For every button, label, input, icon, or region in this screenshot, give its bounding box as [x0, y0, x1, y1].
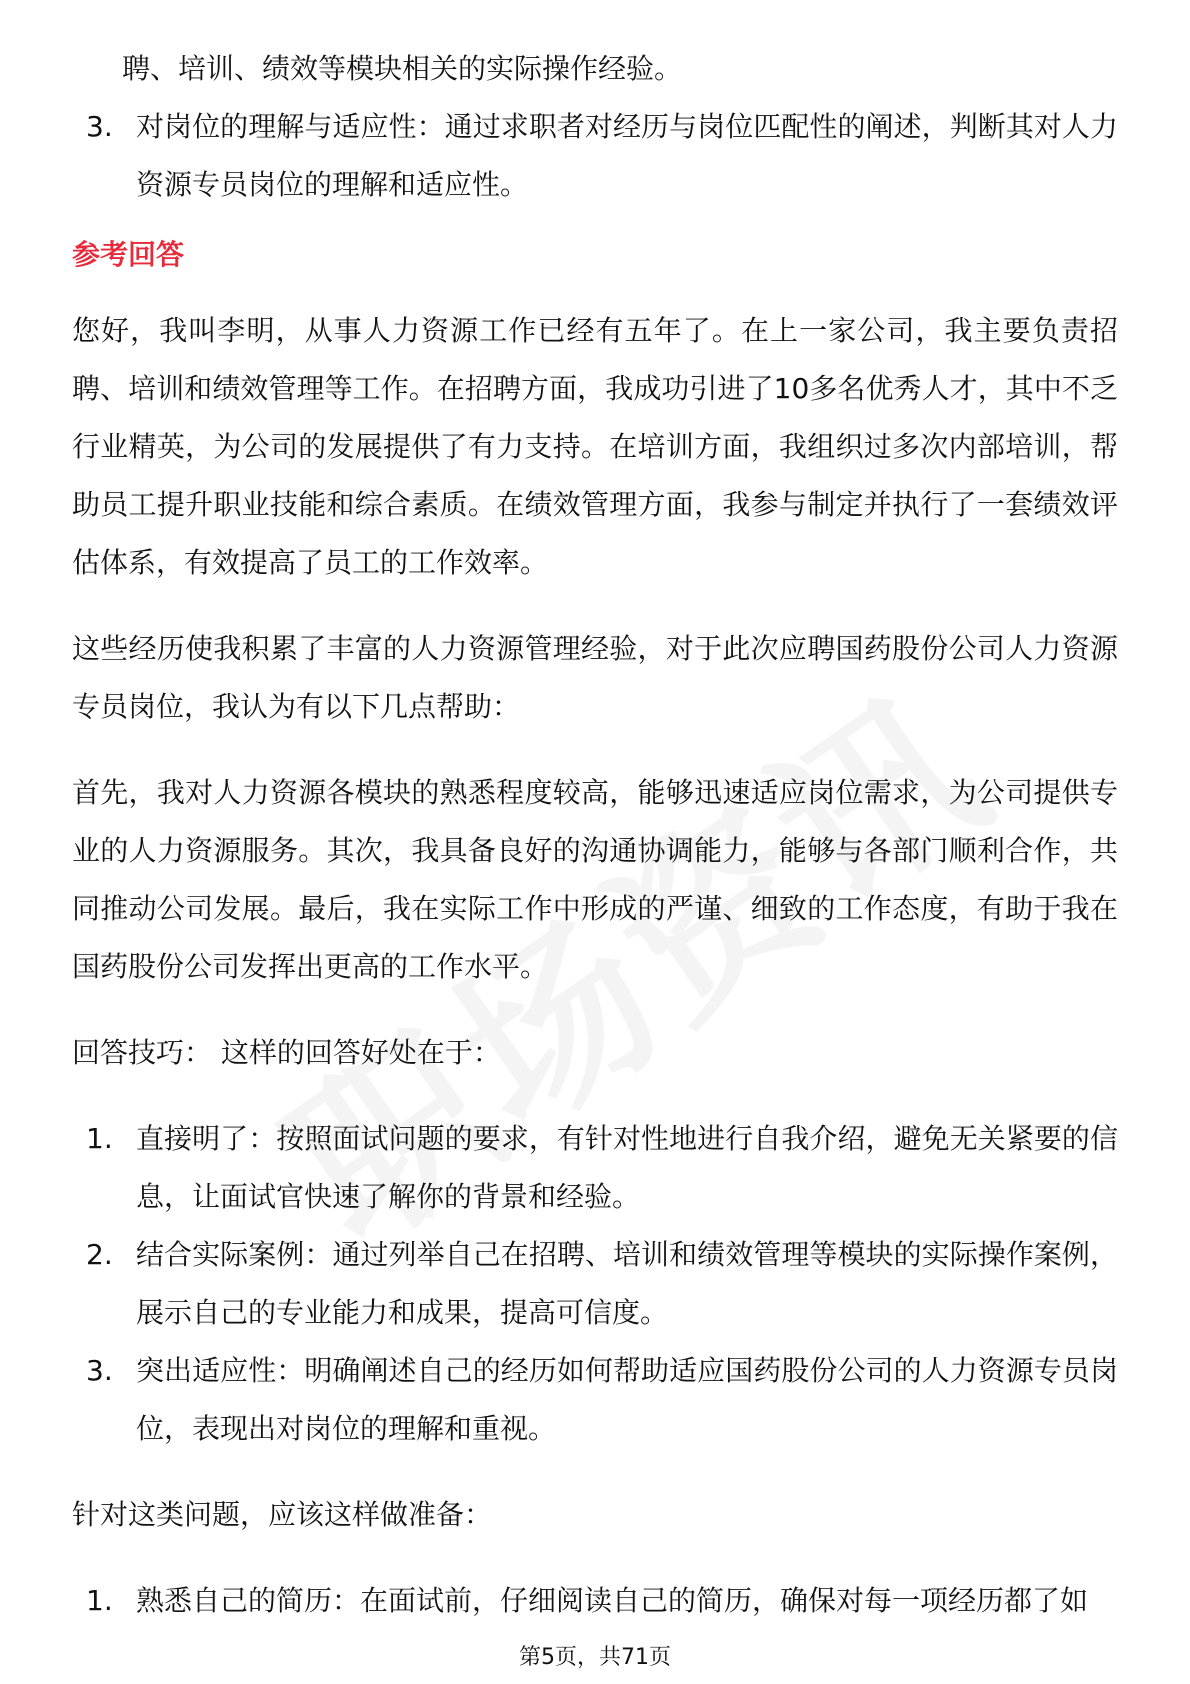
page-content [72, 40, 1118, 1630]
tips-list [72, 1110, 1118, 1458]
list-text: 直接明了：按照面试问题的要求，有针对性地进行自我介绍，避免无关紧要的信息，让面试官快速了解你的背景和经验。 [136, 1122, 1118, 1213]
list-item [72, 1110, 1118, 1226]
tips-heading: 回答技巧： 这样的回答好处在于： [72, 1036, 501, 1069]
criteria-list [72, 98, 1118, 214]
preparation-list [72, 1572, 1118, 1630]
list-item [72, 1342, 1118, 1458]
list-text: 对岗位的理解与适应性：通过求职者对经历与岗位匹配性的阐述，判断其对人力资源专员岗位的理解和适应性。 [136, 110, 1118, 201]
list-item [72, 98, 1118, 214]
reference-answer-heading: 参考回答 [72, 238, 185, 271]
answer-paragraph: 这些经历使我积累了丰富的人力资源管理经验，对于此次应聘国药股份公司人力资源专员岗位，我认为有以下几点帮助： [72, 632, 1118, 723]
list-number: 3. [86, 1354, 113, 1387]
list-text: 熟悉自己的简历：在面试前，仔细阅读自己的简历，确保对每一项经历都了如 [136, 1584, 1089, 1617]
list-item [72, 1572, 1118, 1630]
list-number: 1. [86, 1584, 113, 1617]
list-text: 结合实际案例：通过列举自己在招聘、培训和绩效管理等模块的实际操作案例，展示自己的专业能力和成果，提高可信度。 [136, 1238, 1118, 1329]
list-number: 3. [86, 110, 113, 143]
list-text: 突出适应性：明确阐述自己的经历如何帮助适应国药股份公司的人力资源专员岗位，表现出对岗位的理解和重视。 [136, 1354, 1118, 1445]
list-number: 1. [86, 1122, 113, 1155]
answer-paragraph: 首先，我对人力资源各模块的熟悉程度较高，能够迅速适应岗位需求，为公司提供专业的人力资源服务。其次，我具备良好的沟通协调能力，能够与各部门顺利合作，共同推动公司发展。最后，我在实际工作中形成的严谨、细致的工作态度，有助于我在国药股份公司发挥出更高的工作水平。 [72, 776, 1118, 983]
list-item [72, 1226, 1118, 1342]
answer-paragraph: 您好，我叫李明，从事人力资源工作已经有五年了。在上一家公司，我主要负责招聘、培训和绩效管理等工作。在招聘方面，我成功引进了10多名优秀人才，其中不乏行业精英，为公司的发展提供了有力支持。在培训方面，我组织过多次内部培训，帮助员工提升职业技能和综合素质。在绩效管理方面，我参与制定并执行了一套绩效评估体系，有效提高了员工的工作效率。 [72, 314, 1118, 579]
preparation-heading: 针对这类问题，应该这样做准备： [72, 1498, 493, 1531]
list-number: 2. [86, 1238, 113, 1271]
list-continuation: 聘、培训、绩效等模块相关的实际操作经验。 [122, 52, 683, 85]
page-number-footer: 第5页，共71页 [519, 1645, 671, 1670]
